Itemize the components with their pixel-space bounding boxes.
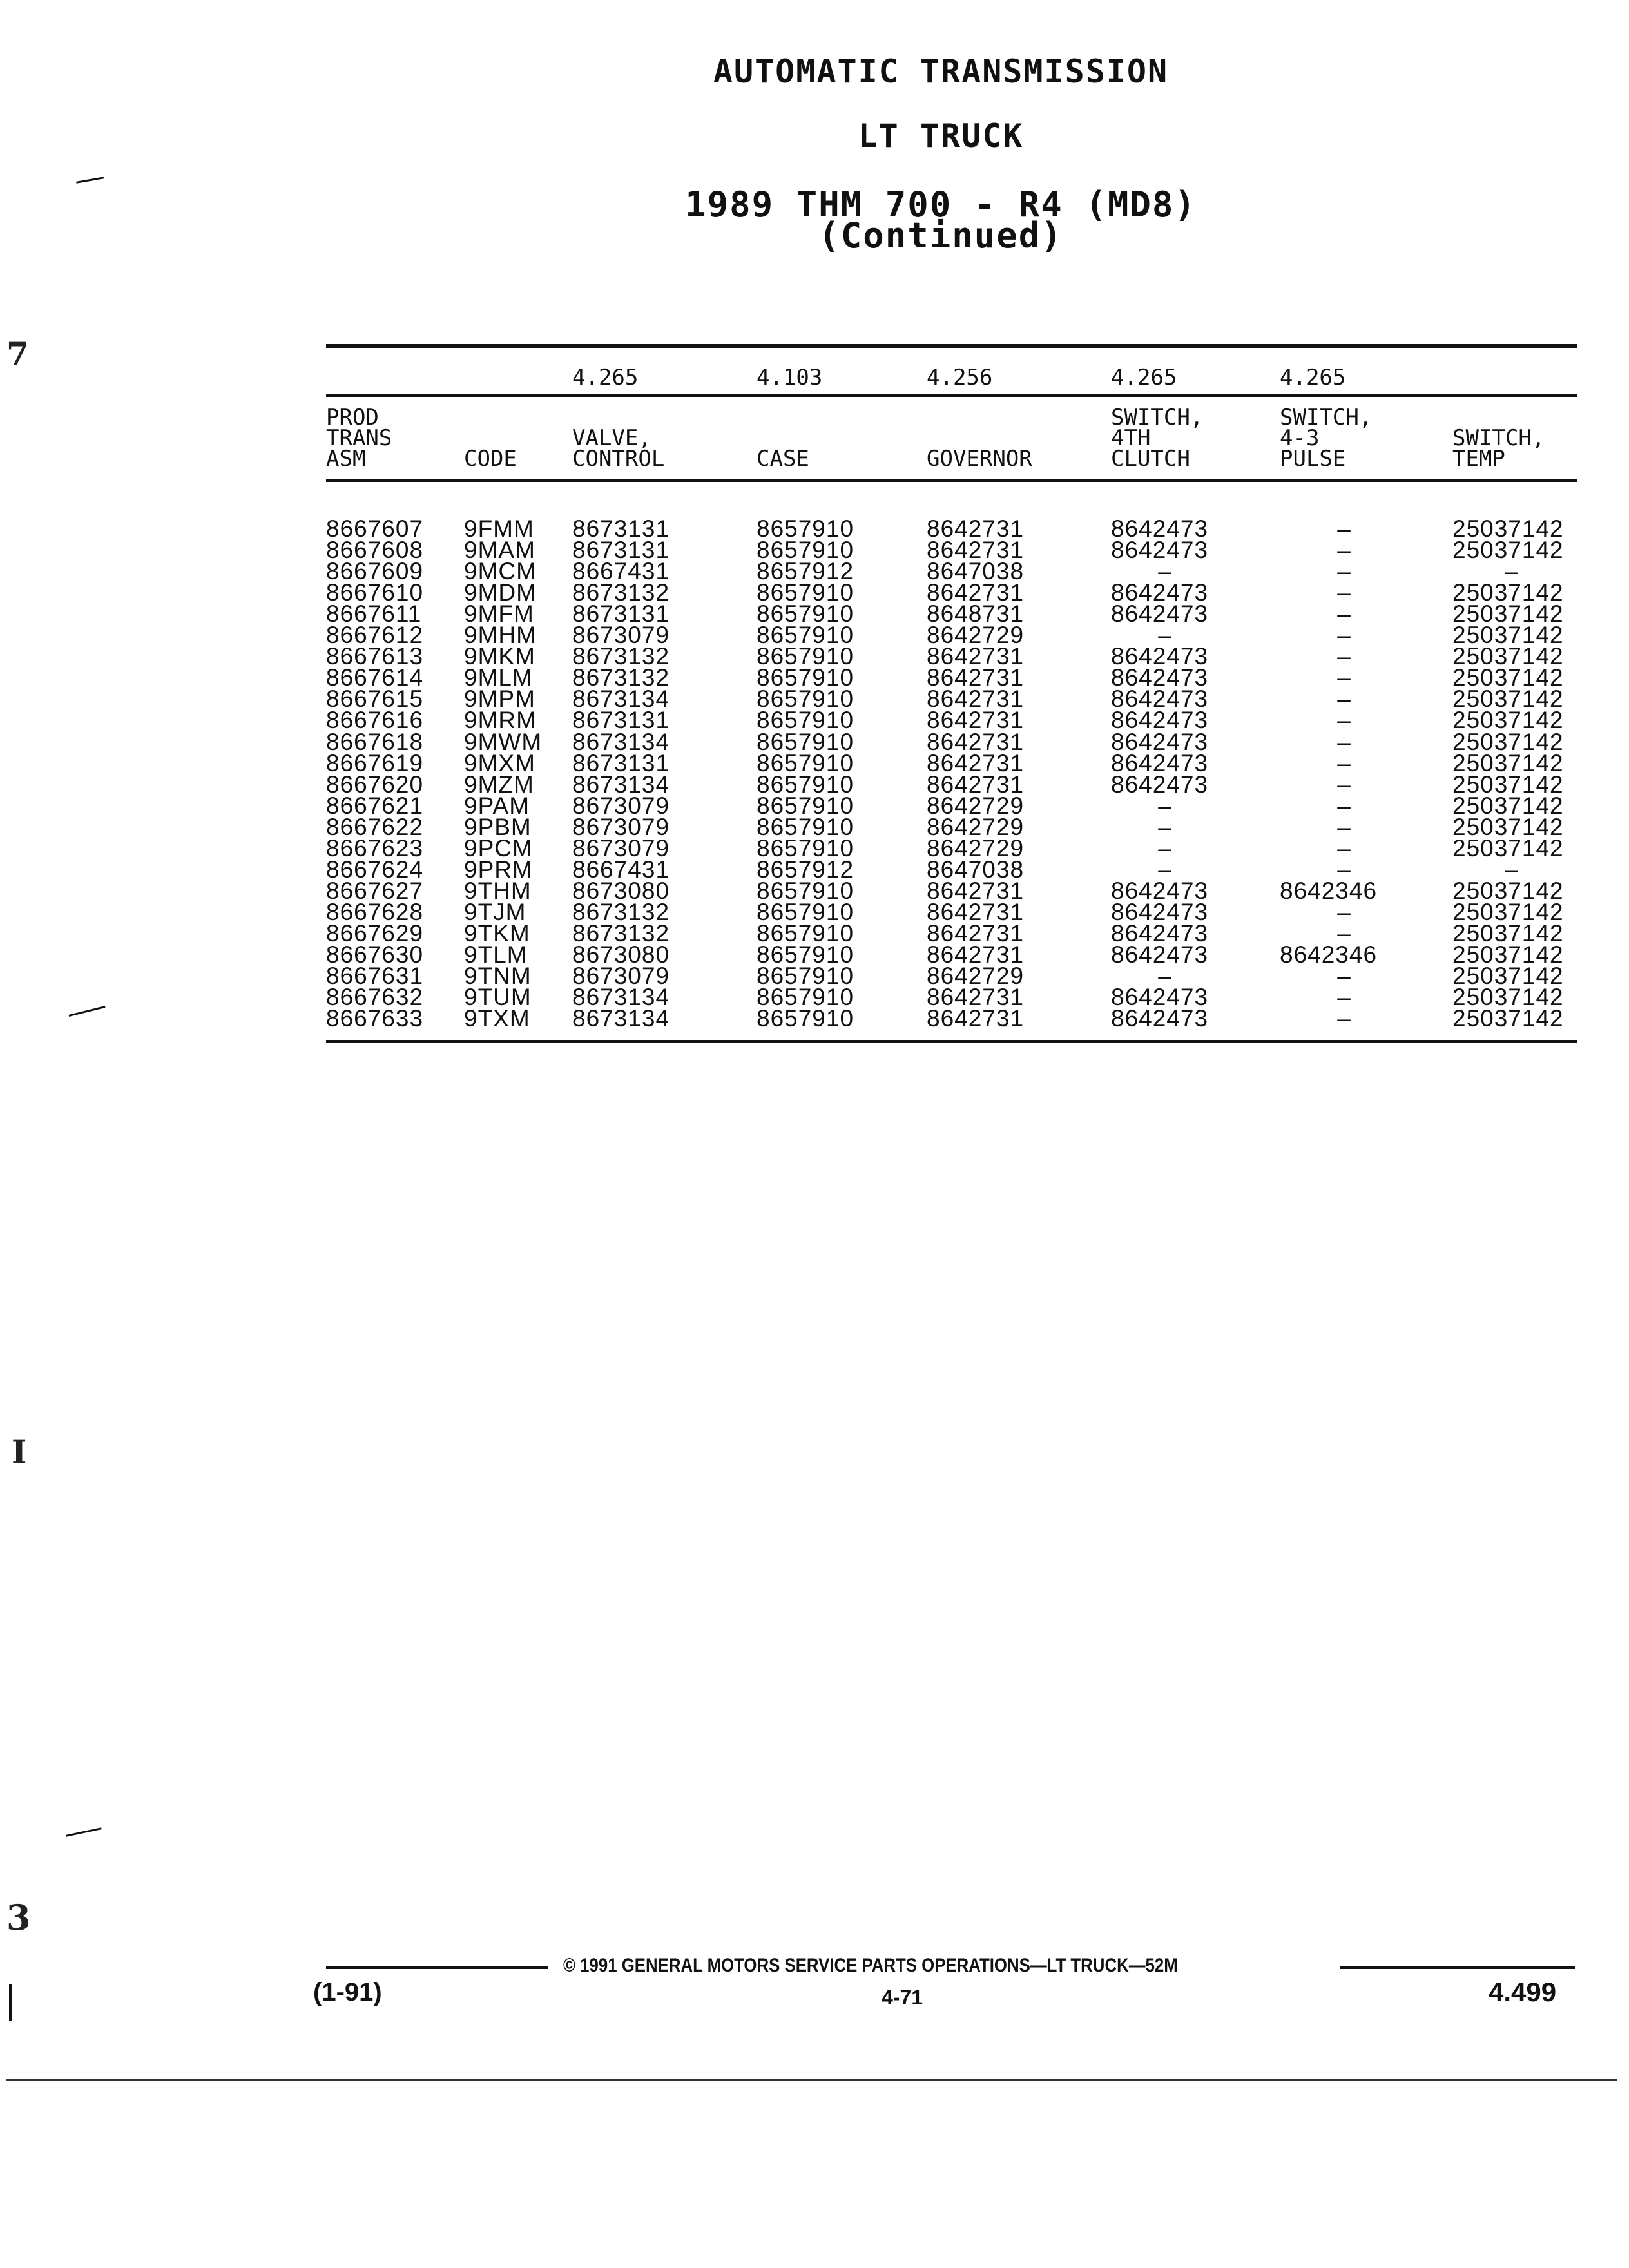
table-cell: 8642473	[1111, 1005, 1209, 1032]
table-cell: 8642731	[927, 643, 1025, 670]
column-header: SWITCH, 4TH CLUTCH	[1111, 405, 1204, 472]
table-cell: –	[1337, 622, 1351, 649]
table-cell: 8673131	[572, 707, 670, 734]
table-cell: 25037142	[1452, 771, 1564, 798]
table-cell: –	[1337, 963, 1351, 990]
table-cell: 8642473	[1111, 537, 1209, 564]
table-cell: 8667619	[326, 749, 424, 776]
table-cell: 9MAM	[464, 537, 535, 564]
table-cell: 25037142	[1452, 601, 1564, 628]
column-header: CODE	[464, 446, 517, 472]
table-row	[326, 792, 1577, 819]
table-cell: 8642729	[927, 834, 1025, 861]
table-cell: 9MFM	[464, 601, 534, 628]
table-cell: 8642731	[927, 707, 1025, 734]
table-cell: 25037142	[1452, 984, 1564, 1011]
bottom-edge-rule	[6, 2079, 1617, 2081]
column-header: VALVE, CONTROL	[572, 425, 665, 472]
table-row	[326, 877, 1577, 904]
table-cell: 8673131	[572, 515, 670, 542]
table-cell: 8657910	[757, 579, 854, 606]
table-cell: –	[1337, 707, 1351, 734]
table-cell: 9TUM	[464, 984, 532, 1011]
table-cell: 25037142	[1452, 537, 1564, 564]
table-cell: 8673132	[572, 898, 670, 925]
table-cell: –	[1337, 558, 1351, 585]
table-cell: –	[1337, 515, 1351, 542]
table-row	[326, 984, 1577, 1011]
table-cell: 8642473	[1111, 686, 1209, 713]
table-cell: 8642731	[927, 515, 1025, 542]
table-bottom-rule	[326, 1040, 1577, 1043]
table-cell: 8673079	[572, 622, 670, 649]
table-cell: 8642473	[1111, 707, 1209, 734]
table-cell: 8657912	[757, 856, 854, 883]
margin-mark: 3	[6, 1897, 31, 1938]
table-cell: 8667618	[326, 728, 424, 755]
table-cell: 9PAM	[464, 792, 530, 819]
table-cell: 8642473	[1111, 877, 1209, 904]
table-cell: 8673134	[572, 1005, 670, 1032]
table-cell: –	[1337, 1005, 1351, 1032]
table-cell: 8642731	[927, 1005, 1025, 1032]
column-header: SWITCH, 4-3 PULSE	[1280, 405, 1373, 472]
table-cell: 8667612	[326, 622, 424, 649]
table-cell: 8667610	[326, 579, 424, 606]
table-cell: 8667620	[326, 771, 424, 798]
table-cell: 8657910	[757, 601, 854, 628]
table-cell: 8673079	[572, 834, 670, 861]
table-cell: –	[1337, 771, 1351, 798]
table-cell: –	[1337, 792, 1351, 819]
table-cell: 8657910	[757, 664, 854, 691]
ref-number: 4.265	[1280, 365, 1346, 390]
table-cell: 8647038	[927, 856, 1025, 883]
table-cell: 25037142	[1452, 749, 1564, 776]
table-cell: 25037142	[1452, 643, 1564, 670]
table-cell: 8667611	[326, 601, 422, 628]
table-cell: 25037142	[1452, 941, 1564, 968]
table-cell: –	[1337, 813, 1351, 840]
table-cell: 8657910	[757, 622, 854, 649]
table-cell: –	[1158, 813, 1172, 840]
table-cell: 25037142	[1452, 515, 1564, 542]
table-cell: –	[1158, 963, 1172, 990]
ref-number: 4.265	[572, 365, 639, 390]
table-row	[326, 856, 1577, 883]
table-cell: 8667608	[326, 537, 424, 564]
table-cell: 8667630	[326, 941, 424, 968]
table-cell: 9TXM	[464, 1005, 530, 1032]
table-cell: 8667431	[572, 856, 670, 883]
table-cell: 8673131	[572, 537, 670, 564]
table-top-rule	[326, 344, 1577, 348]
table-cell: 8642731	[927, 579, 1025, 606]
table-cell: 8667633	[326, 1005, 424, 1032]
table-cell: 9MPM	[464, 686, 535, 713]
table-cell: 8673134	[572, 728, 670, 755]
table-cell: 8642346	[1280, 877, 1378, 904]
table-cell: –	[1337, 643, 1351, 670]
table-cell: 8673080	[572, 941, 670, 968]
table-cell: 25037142	[1452, 919, 1564, 947]
table-cell: 8642473	[1111, 664, 1209, 691]
table-cell: 8667613	[326, 643, 424, 670]
table-cell: 25037142	[1452, 877, 1564, 904]
table-row	[326, 898, 1577, 925]
table-cell: 8657910	[757, 515, 854, 542]
table-cell: 8673079	[572, 792, 670, 819]
table-cell: 8673132	[572, 919, 670, 947]
table-cell: 8642731	[927, 919, 1025, 947]
ref-row-rule	[326, 394, 1577, 397]
table-cell: 8647038	[927, 558, 1025, 585]
model-heading: 1989 THM 700 - R4 (MD8)	[685, 184, 1197, 225]
table-cell: 25037142	[1452, 834, 1564, 861]
table-cell: 8667628	[326, 898, 424, 925]
continued-label: (Continued)	[818, 215, 1063, 256]
table-cell: –	[1337, 728, 1351, 755]
document-title: AUTOMATIC TRANSMISSION	[713, 53, 1169, 90]
table-cell: 8657910	[757, 984, 854, 1011]
table-cell: 25037142	[1452, 792, 1564, 819]
table-cell: 25037142	[1452, 622, 1564, 649]
table-cell: 8642473	[1111, 941, 1209, 968]
table-cell: 8642473	[1111, 515, 1209, 542]
table-cell: 8673079	[572, 963, 670, 990]
table-cell: 8642729	[927, 963, 1025, 990]
table-cell: 8642473	[1111, 898, 1209, 925]
table-cell: 8657910	[757, 686, 854, 713]
table-cell: 8642473	[1111, 643, 1209, 670]
table-cell: 8642731	[927, 898, 1025, 925]
table-cell: 9MWM	[464, 728, 543, 755]
table-cell: 8667616	[326, 707, 424, 734]
table-row	[326, 664, 1577, 691]
table-cell: –	[1158, 792, 1172, 819]
footer-rule-right	[1340, 1966, 1575, 1969]
margin-stroke	[76, 177, 104, 184]
table-cell: 9MLM	[464, 664, 533, 691]
table-cell: 8642473	[1111, 601, 1209, 628]
table-cell: 9MRM	[464, 707, 537, 734]
table-cell: 9TKM	[464, 919, 530, 947]
column-header: PROD TRANS ASM	[326, 405, 392, 472]
table-row	[326, 622, 1577, 649]
table-cell: 8642731	[927, 664, 1025, 691]
table-cell: 9MDM	[464, 579, 537, 606]
table-cell: 25037142	[1452, 579, 1564, 606]
table-cell: 8642473	[1111, 771, 1209, 798]
table-cell: 8673079	[572, 813, 670, 840]
table-cell: 8642473	[1111, 579, 1209, 606]
table-cell: –	[1337, 834, 1351, 861]
table-cell: –	[1158, 856, 1172, 883]
table-cell: 8667614	[326, 664, 424, 691]
table-cell: 8642473	[1111, 919, 1209, 947]
table-cell: 25037142	[1452, 664, 1564, 691]
table-cell: –	[1505, 856, 1519, 883]
table-row	[326, 834, 1577, 861]
table-row	[326, 749, 1577, 776]
table-cell: 8673132	[572, 643, 670, 670]
table-cell: 25037142	[1452, 728, 1564, 755]
table-cell: 8657910	[757, 749, 854, 776]
table-cell: 8667615	[326, 686, 424, 713]
table-cell: 8657912	[757, 558, 854, 585]
table-cell: 8642473	[1111, 749, 1209, 776]
table-row	[326, 558, 1577, 585]
table-cell: 8673132	[572, 579, 670, 606]
table-cell: 9TLM	[464, 941, 528, 968]
table-cell: –	[1337, 579, 1351, 606]
document-subtitle: LT TRUCK	[858, 117, 1024, 155]
table-cell: 8642346	[1280, 941, 1378, 968]
table-cell: 8657910	[757, 919, 854, 947]
table-cell: 25037142	[1452, 898, 1564, 925]
table-cell: 25037142	[1452, 963, 1564, 990]
table-cell: 8667632	[326, 984, 424, 1011]
table-cell: 9MHM	[464, 622, 537, 649]
table-cell: 8673134	[572, 771, 670, 798]
table-cell: –	[1337, 856, 1351, 883]
table-cell: –	[1337, 749, 1351, 776]
column-header: CASE	[757, 446, 809, 472]
table-cell: –	[1158, 622, 1172, 649]
table-cell: 8673131	[572, 601, 670, 628]
margin-mark: 7	[6, 335, 29, 373]
table-row	[326, 643, 1577, 670]
table-cell: 8667629	[326, 919, 424, 947]
table-cell: 9PCM	[464, 834, 533, 861]
table-cell: 25037142	[1452, 686, 1564, 713]
table-cell: 8673080	[572, 877, 670, 904]
table-cell: –	[1337, 898, 1351, 925]
column-header: GOVERNOR	[927, 446, 1032, 472]
table-cell: 8667622	[326, 813, 424, 840]
table-cell: –	[1337, 686, 1351, 713]
table-row	[326, 771, 1577, 798]
table-cell: 8642731	[927, 771, 1025, 798]
table-cell: –	[1337, 984, 1351, 1011]
table-cell: 9MCM	[464, 558, 537, 585]
table-cell: 8657910	[757, 771, 854, 798]
table-row	[326, 941, 1577, 968]
table-row	[326, 515, 1577, 542]
header-bottom-rule	[326, 479, 1577, 482]
table-cell: 25037142	[1452, 707, 1564, 734]
table-cell: –	[1337, 919, 1351, 947]
table-cell: 8657910	[757, 792, 854, 819]
table-cell: 8657910	[757, 877, 854, 904]
table-cell: 9MXM	[464, 749, 535, 776]
table-cell: 8657910	[757, 941, 854, 968]
table-row	[326, 963, 1577, 990]
table-cell: –	[1158, 558, 1172, 585]
table-cell: 8642473	[1111, 728, 1209, 755]
table-cell: 9TJM	[464, 898, 526, 925]
table-cell: –	[1337, 537, 1351, 564]
table-cell: 8642729	[927, 792, 1025, 819]
table-cell: 8657910	[757, 707, 854, 734]
ref-number: 4.256	[927, 365, 993, 390]
table-cell: 8667623	[326, 834, 424, 861]
table-cell: 8667609	[326, 558, 424, 585]
table-row	[326, 919, 1577, 947]
column-header: SWITCH, TEMP	[1452, 425, 1545, 472]
margin-stroke	[66, 1827, 101, 1837]
table-cell: –	[1337, 601, 1351, 628]
margin-stroke	[68, 1006, 105, 1017]
table-cell: 8673134	[572, 686, 670, 713]
table-cell: 25037142	[1452, 813, 1564, 840]
table-cell: 9THM	[464, 877, 532, 904]
table-cell: 9MKM	[464, 643, 535, 670]
revision-date: (1-91)	[313, 1978, 382, 2006]
table-row	[326, 1005, 1577, 1032]
table-cell: 8648731	[927, 601, 1025, 628]
table-cell: 25037142	[1452, 1005, 1564, 1032]
table-cell: 8667621	[326, 792, 424, 819]
table-cell: 8657910	[757, 1005, 854, 1032]
table-row	[326, 728, 1577, 755]
table-row	[326, 537, 1577, 564]
table-cell: 8642731	[927, 749, 1025, 776]
table-cell: 9FMM	[464, 515, 534, 542]
table-row	[326, 579, 1577, 606]
table-cell: 8642731	[927, 941, 1025, 968]
table-cell: 8642729	[927, 813, 1025, 840]
table-cell: –	[1158, 834, 1172, 861]
table-cell: 9PRM	[464, 856, 533, 883]
table-cell: 8657910	[757, 643, 854, 670]
table-row	[326, 707, 1577, 734]
table-cell: 8673134	[572, 984, 670, 1011]
table-cell: 9MZM	[464, 771, 534, 798]
table-cell: 8657910	[757, 898, 854, 925]
table-cell: 8673132	[572, 664, 670, 691]
footer-rule-left	[326, 1966, 548, 1969]
table-cell: 8642731	[927, 984, 1025, 1011]
table-cell: 8667631	[326, 963, 424, 990]
table-cell: 8642731	[927, 728, 1025, 755]
table-cell: 8642473	[1111, 984, 1209, 1011]
table-cell: 8657910	[757, 813, 854, 840]
table-cell: 8657910	[757, 728, 854, 755]
copyright-notice: © 1991 GENERAL MOTORS SERVICE PARTS OPERATIONS—LT TRUCK—52M	[563, 1955, 1178, 1976]
table-cell: 8642731	[927, 877, 1025, 904]
table-cell: 8667624	[326, 856, 424, 883]
margin-stroke	[9, 1984, 12, 2021]
table-cell: –	[1505, 558, 1519, 585]
table-cell: 8667627	[326, 877, 424, 904]
ref-number: 4.103	[757, 365, 823, 390]
table-cell: 8667607	[326, 515, 424, 542]
table-cell: 8657910	[757, 834, 854, 861]
table-row	[326, 686, 1577, 713]
table-cell: 8657910	[757, 963, 854, 990]
table-cell: –	[1337, 664, 1351, 691]
table-cell: 8657910	[757, 537, 854, 564]
table-cell: 8673131	[572, 749, 670, 776]
section-page: 4-71	[882, 1986, 923, 2009]
table-row	[326, 601, 1577, 628]
table-cell: 9TNM	[464, 963, 532, 990]
table-cell: 8642729	[927, 622, 1025, 649]
margin-mark: I	[12, 1433, 27, 1471]
page-number: 4.499	[1489, 1977, 1557, 2007]
table-row	[326, 813, 1577, 840]
ref-number: 4.265	[1111, 365, 1177, 390]
table-cell: 8642731	[927, 537, 1025, 564]
table-cell: 8642731	[927, 686, 1025, 713]
table-cell: 9PBM	[464, 813, 532, 840]
table-cell: 8667431	[572, 558, 670, 585]
